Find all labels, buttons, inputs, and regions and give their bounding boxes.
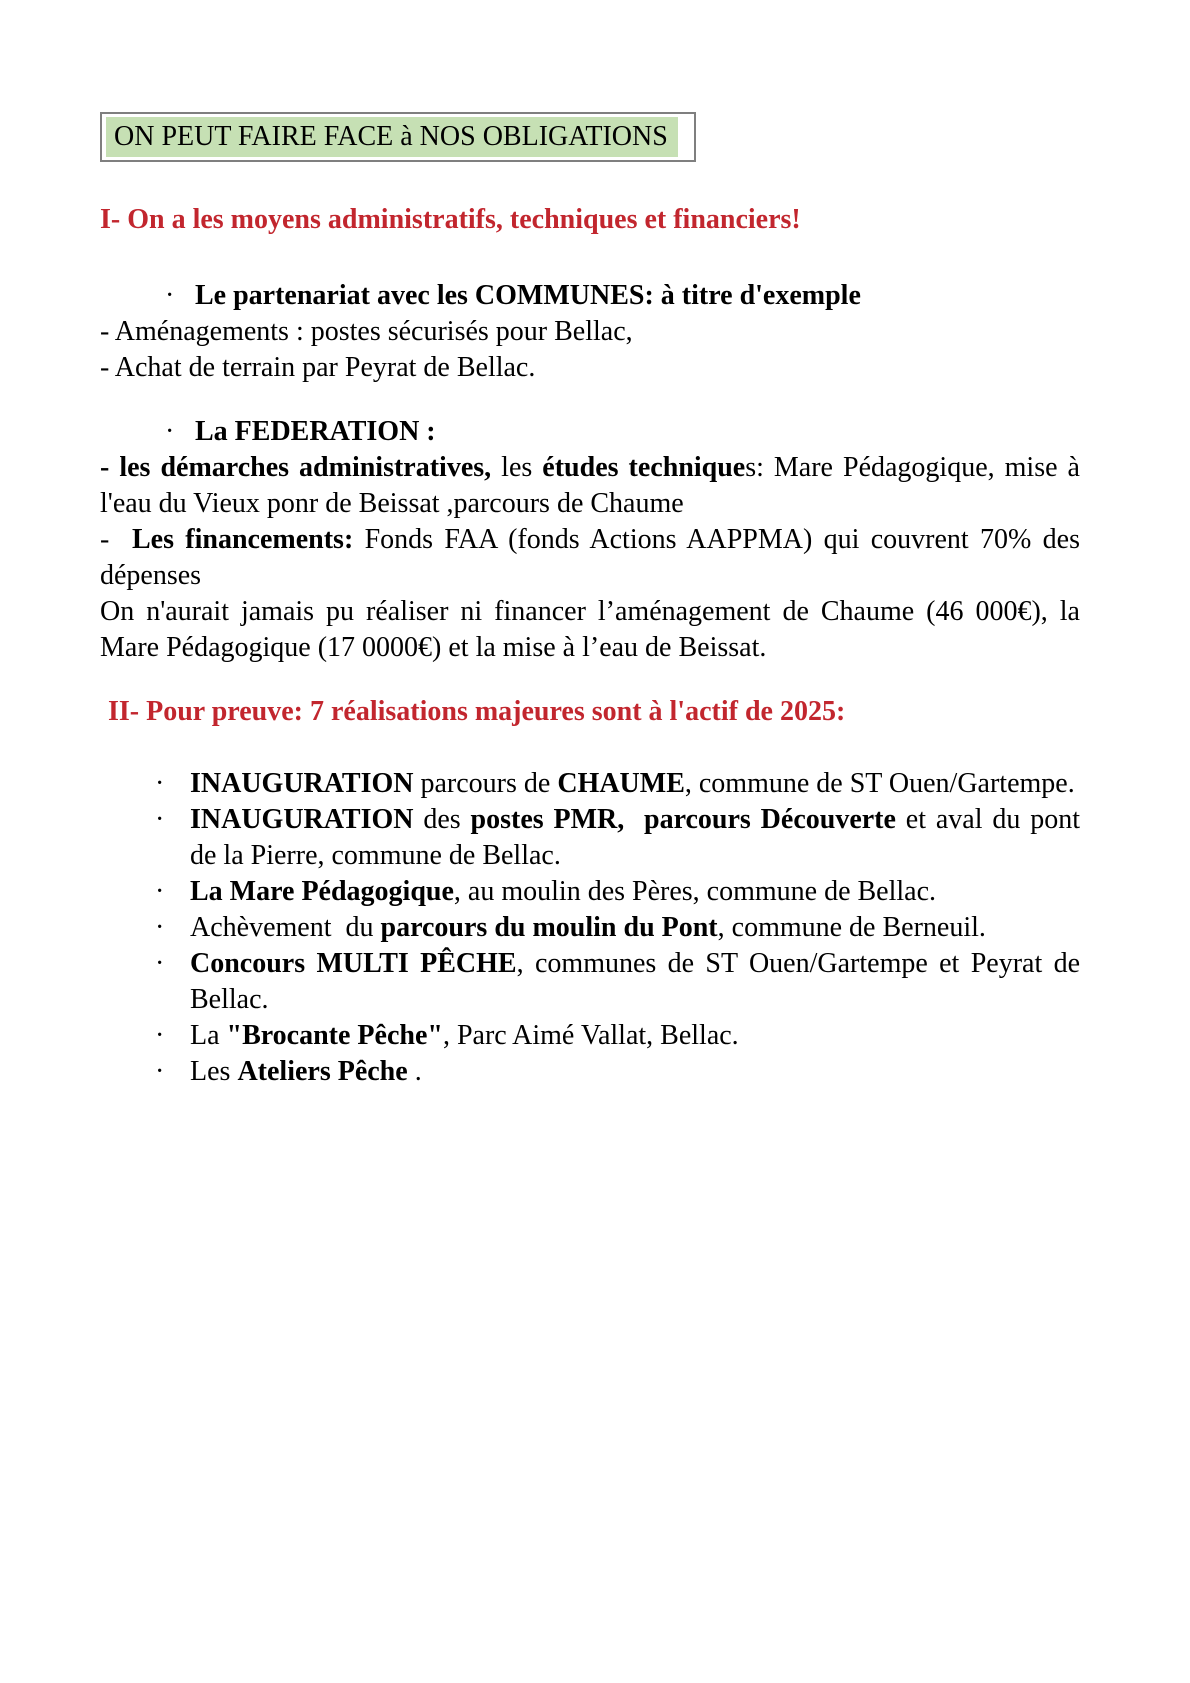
list-item-ateliers-peche [155,1054,1080,1090]
list-item-text: Les Ateliers Pêche . [190,1056,422,1087]
paragraph-realisations-cout: On n'aurait jamais pu réaliser ni financer l’aménagement de Chaume (46 000€), la Mare Pédagogique (17 0000€) et la mise à l’eau de Beissat. [100,596,1080,663]
bullet-item-partenariat [100,278,1080,314]
bullet-dot-icon: · [155,804,165,835]
bullet-dot-icon: · [155,948,165,979]
list-item-text: La Mare Pédagogique, au moulin des Pères, commune de Bellac. [190,876,937,907]
realisations-list [100,766,1080,1090]
list-item-text: La "Brocante Pêche", Parc Aimé Vallat, Bellac. [190,1020,739,1051]
list-item-moulin-du-pont [155,910,1080,946]
section-1-heading: I- On a les moyens administratifs, techniques et financiers! [100,204,801,235]
list-item-text: Concours MULTI PÊCHE, communes de ST Ouen/Gartempe et Peyrat de Bellac. [190,948,1081,1015]
paragraph-amenagements: - Aménagements : postes sécurisés pour Bellac, [100,316,633,347]
bullet-item-text: La FEDERATION : [195,416,436,447]
bullet-dot-icon: · [165,280,175,311]
paragraph-achat-terrain: - Achat de terrain par Peyrat de Bellac. [100,352,536,383]
bullet-dot-icon: · [155,1020,165,1051]
bullet-dot-icon: · [165,416,175,447]
paragraph-financements: - Les financements: Fonds FAA (fonds Actions AAPPMA) qui couvrent 70% des dépenses [100,524,1080,591]
section-2-heading: II- Pour preuve: 7 réalisations majeures sont à l'actif de 2025: [108,696,846,727]
paragraph-demarches: - les démarches administratives, les études techniques: Mare Pédagogique, mise à l'eau du Vieux ponr de Beissat ,parcours de Chaume [100,452,1080,519]
bullet-dot-icon: · [155,876,165,907]
list-item-text: INAUGURATION parcours de CHAUME, commune de ST Ouen/Gartempe. [190,768,1075,799]
bullet-dot-icon: · [155,768,165,799]
bullet-dot-icon: · [155,912,165,943]
list-item-mare-pedagogique [155,874,1080,910]
list-item-text: Achèvement du parcours du moulin du Pont, commune de Berneuil. [190,912,986,943]
list-item-text: INAUGURATION des postes PMR, parcours Découverte et aval du pont de la Pierre, commune de Bellac. [190,804,1080,871]
list-item-inauguration-pmr [155,802,1080,874]
page-title: ON PEUT FAIRE FACE à NOS OBLIGATIONS [106,117,678,157]
bullet-item-federation [100,414,1080,450]
list-item-brocante-peche [155,1018,1080,1054]
list-item-concours-multi-peche [155,946,1081,1018]
title-box [100,112,696,162]
bullet-item-text: Le partenariat avec les COMMUNES: à titre d'exemple [195,280,861,311]
document-content [100,112,1080,1090]
list-item-inauguration-chaume [155,766,1080,802]
bullet-dot-icon: · [155,1056,165,1087]
